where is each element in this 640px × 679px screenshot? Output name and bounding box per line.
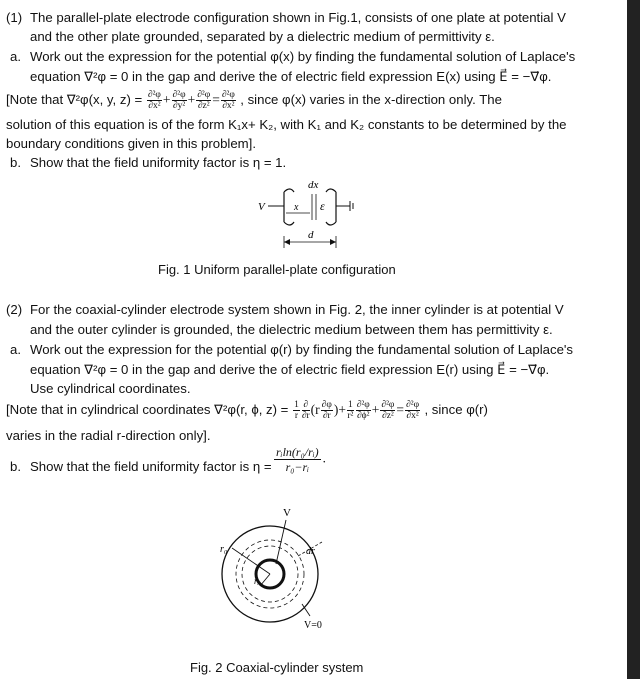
eta-fraction: $\frac{\text{rᵢln(r₀/rᵢ)}}{\text{r₀−rᵢ}}$ .	[276, 445, 326, 474]
problem-2a-label: a.	[10, 342, 21, 357]
fig2-label-V0: V=0	[304, 620, 322, 631]
note-1-prefix: [Note that ∇²φ(x, y, z) =	[6, 92, 143, 107]
problem-1-note-line-1	[6, 88, 502, 112]
figure-2-caption: Fig. 2 Coaxial-cylinder system	[190, 660, 364, 675]
problem-1b-text: Show that the field uniformity factor is η = 1.	[30, 155, 287, 170]
problem-1b-label: b.	[10, 155, 21, 170]
fig1-d-arrow-right	[330, 239, 336, 245]
fig1-label-d: d	[308, 229, 314, 241]
right-edge-bar	[627, 0, 640, 679]
figure-1-caption: Fig. 1 Uniform parallel-plate configuration	[158, 262, 396, 277]
problem-2a-line-2: equation ∇²φ = 0 in the gap and derive the of electric field expression E(r) using E⃗ = −∇⃗φ.	[30, 362, 550, 377]
fig1-label-epsilon: ε	[320, 199, 325, 213]
note-2-prefix: [Note that in cylindrical coordinates ∇²φ(r, ϕ, z) =	[6, 402, 289, 417]
fig1-label-V: V	[258, 201, 265, 213]
problem-2-number: (2)	[6, 302, 23, 317]
problem-2-note-line-1	[6, 397, 488, 423]
problem-1-note-line-3: boundary conditions given in this problem].	[6, 136, 256, 151]
problem-1-number: (1)	[6, 10, 23, 25]
problem-2-note-line-2: varies in the radial r-direction only].	[6, 428, 211, 443]
fig2-label-r0: r₀	[220, 544, 228, 555]
figure-1-parallel-plates	[250, 172, 390, 257]
note-1-suffix: , since φ(x) varies in the x-direction only. The	[240, 92, 502, 107]
fig1-left-plate	[284, 189, 294, 225]
problem-1-line-2: and the other plate grounded, separated by a dielectric medium of permittivity ε.	[30, 29, 495, 44]
problem-2b-label: b.	[10, 459, 21, 474]
fig2-label-dr: dr	[306, 546, 315, 557]
problem-2-line-2: and the outer cylinder is grounded, the dielectric medium between them has permittivity ε.	[30, 322, 553, 337]
fig1-label-dx: dx	[308, 179, 319, 191]
problem-1-note-line-2: solution of this equation is of the form K₁x+ K₂, with K₁ and K₂ constants to be determined by the	[6, 117, 567, 132]
problem-2b-text: Show that the field uniformity factor is η =	[30, 459, 272, 474]
fig1-d-arrow-left	[284, 239, 290, 245]
problem-1-line-1: The parallel-plate electrode configuration shown in Fig.1, consists of one plate at potential V	[30, 10, 566, 25]
problem-2a-line-1: Work out the expression for the potential φ(r) by finding the fundamental solution of Laplace's	[30, 342, 574, 357]
problem-1a-line-2: equation ∇²φ = 0 in the gap and derive the of electric field expression E(x) using E⃗ = −∇⃗φ.	[30, 69, 552, 84]
problem-1a-label: a.	[10, 49, 21, 64]
fig2-ri-radius	[260, 574, 270, 586]
fig1-right-plate	[326, 189, 336, 225]
fig1-label-x: x	[294, 202, 299, 213]
problem-1a-line-1: Work out the expression for the potential φ(x) by finding the fundamental solution of Laplace's	[30, 49, 576, 64]
problem-2a-line-3: Use cylindrical coordinates.	[30, 381, 191, 396]
eta-numerator: rᵢln(r₀/rᵢ)	[276, 445, 319, 459]
fig2-label-ri: rᵢ	[254, 576, 259, 586]
eta-denominator: r₀−rᵢ	[285, 460, 310, 474]
laplacian-cartesian-formula: $\frac{\text{∂²φ}}{\text{∂x²}}$ + $\frac{\text{∂²φ}}{\text{∂y²}}$ + $\frac{\text{∂²φ}}{\text{∂z²}}$ = $\frac{\text{∂²φ}}{\text{∂x²}}$	[147, 90, 235, 112]
note-2-suffix: , since φ(r)	[424, 402, 488, 417]
laplacian-cylindrical-formula: $\frac{1}{r}$ $\frac{\partial}{\partial r}$ (r $\frac{\partial\varphi}{\partial r}$ )+ $\frac{1}{\text{r²}}$ $\frac{\text{∂²φ}}{\text{∂ϕ²}}$ + $\frac{\text{∂²φ}}{\text{∂z²}}$ = $\frac{\text{∂²φ}}{\text{∂x²}}$	[294, 400, 420, 422]
figure-2-coaxial-cylinders	[210, 504, 360, 632]
fig2-label-V: V	[283, 507, 291, 519]
problem-2-line-1: For the coaxial-cylinder electrode system shown in Fig. 2, the inner cylinder is at potential V	[30, 302, 564, 317]
